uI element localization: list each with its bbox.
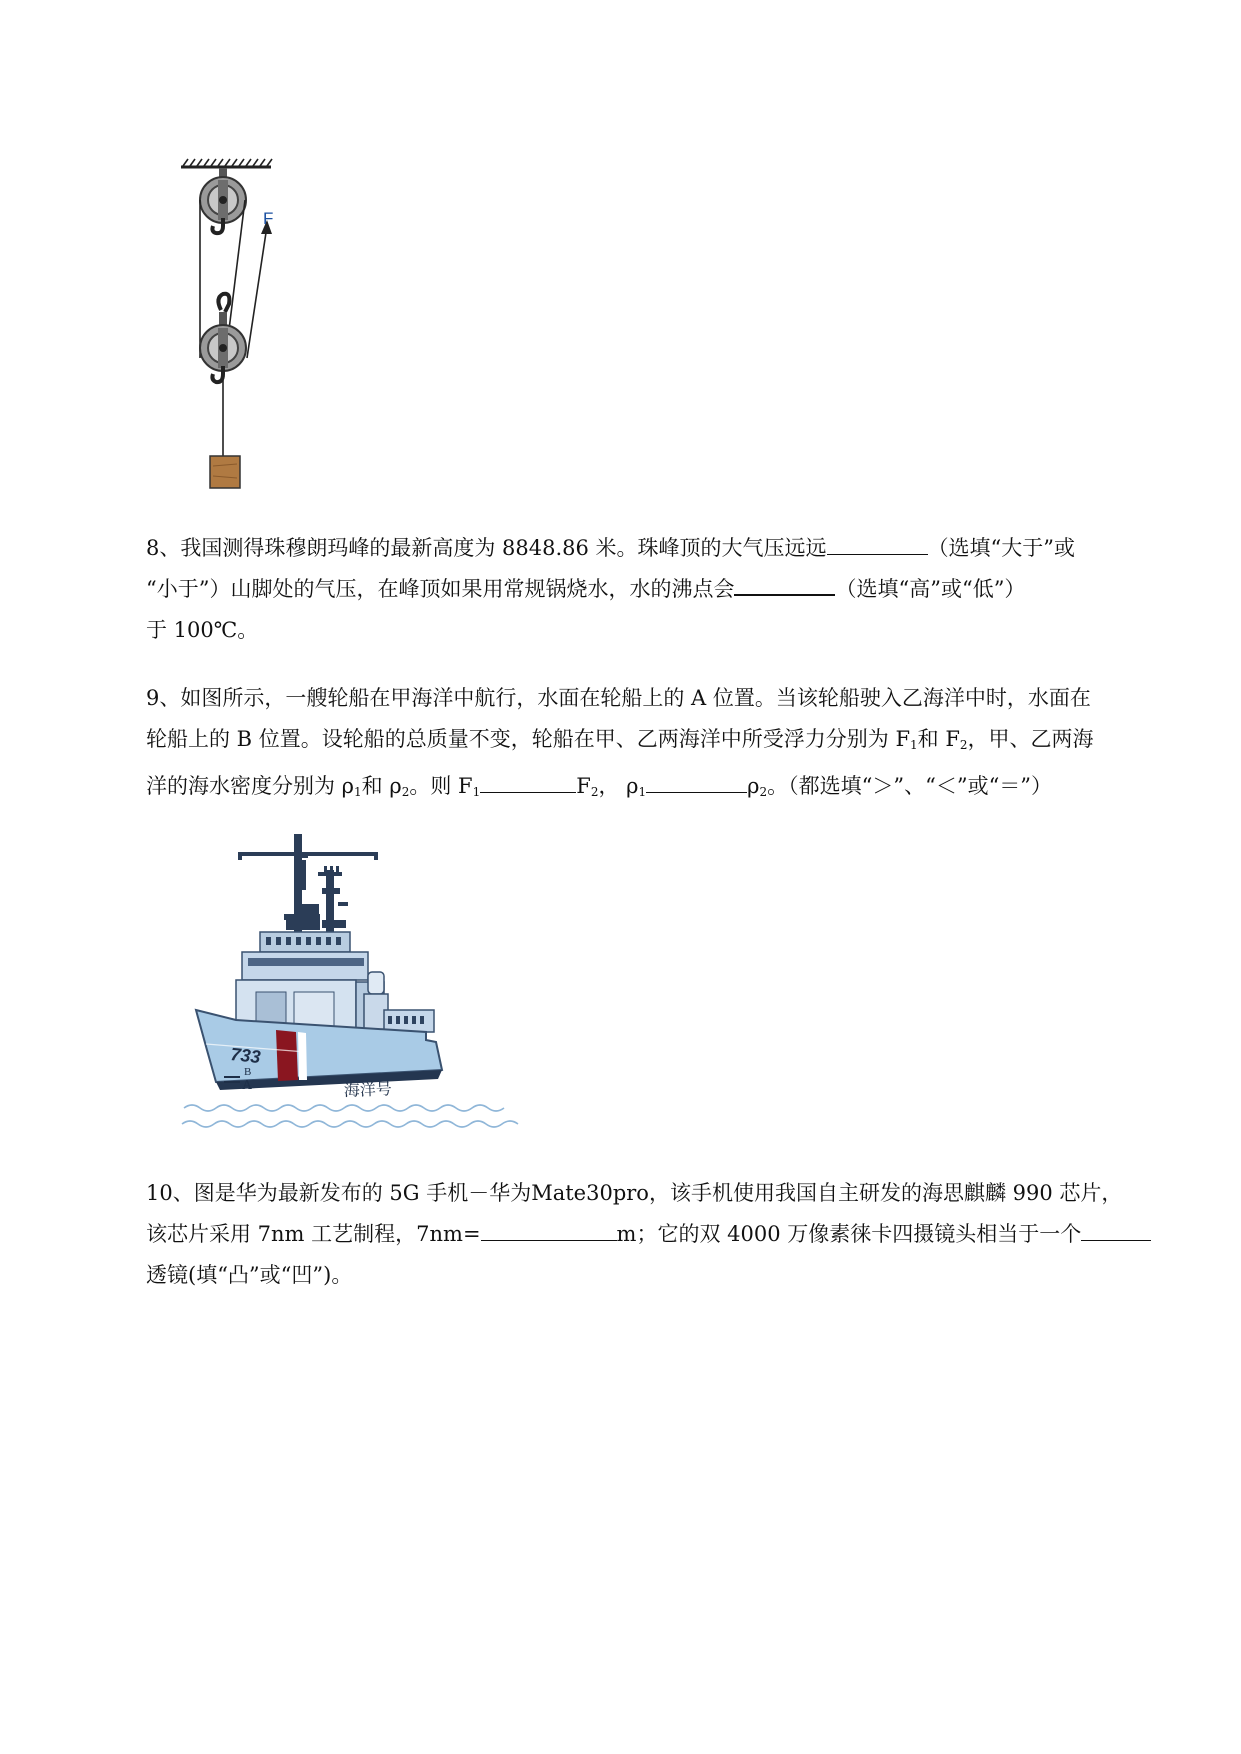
force-label: F bbox=[263, 209, 274, 228]
q8-line-2: “小于”）山脚处的气压，在峰顶如果用常规锅烧水，水的沸点会 （选填“高”或“低”） bbox=[146, 569, 1156, 610]
answer-blank[interactable] bbox=[481, 1218, 617, 1241]
q9-line-3: 洋的海水密度分别为 $\rho_1$和 $\rho_2$。则 $F_1$ $F_2$， $\rho_1$ $\rho_2$。（都选填“＞”、“＜”或“＝”） bbox=[146, 766, 1156, 813]
answer-blank[interactable] bbox=[827, 532, 928, 555]
water-waves bbox=[182, 1105, 518, 1127]
weight-block bbox=[210, 456, 240, 488]
answer-blank[interactable] bbox=[1081, 1218, 1151, 1241]
question-8 bbox=[146, 528, 1156, 651]
waterline-label-a: A bbox=[242, 1078, 253, 1093]
ship-name: 海洋号 bbox=[343, 1079, 393, 1100]
ceiling-support bbox=[181, 159, 272, 167]
question-10 bbox=[146, 1173, 1156, 1296]
movable-pulley bbox=[200, 294, 246, 382]
question-9 bbox=[146, 678, 1156, 813]
answer-blank[interactable] bbox=[646, 770, 747, 793]
q10-line-3: 透镜(填“凸”或“凹”)。 bbox=[146, 1263, 353, 1287]
q8-line-1: 8、我国测得珠穆朗玛峰的最新高度为 8848.86 米。珠峰顶的大气压远远 （选填“大于”或 bbox=[146, 528, 1156, 569]
q8-line-3: 于 100℃。 bbox=[146, 618, 259, 642]
q9-line-2: 轮船上的 B 位置。设轮船的总质量不变，轮船在甲、乙两海洋中所受浮力分别为 $F_1$和 $F_2$，甲、乙两海 bbox=[146, 727, 1094, 752]
pulley-diagram bbox=[175, 158, 295, 498]
waterline-label-b: B bbox=[244, 1066, 252, 1078]
q10-line-2: 该芯片采用 7nm 工艺制程，7nm= m；它的双 4000 万像素徕卡四摄镜头相当于一个 bbox=[146, 1214, 1156, 1255]
fixed-pulley bbox=[200, 168, 246, 233]
q9-line-1: 9、如图所示，一艘轮船在甲海洋中航行，水面在轮船上的 A 位置。当该轮船驶入乙海洋中时，水面在 bbox=[146, 686, 1091, 710]
hull-number: 733 bbox=[229, 1044, 262, 1068]
ship-superstructure bbox=[236, 932, 434, 1032]
answer-blank[interactable] bbox=[480, 770, 576, 793]
q10-line-1: 10、图是华为最新发布的 5G 手机－华为Mate30pro，该手机使用我国自主研发的海思麒麟 990 芯片， bbox=[146, 1181, 1123, 1205]
answer-blank[interactable] bbox=[734, 572, 835, 596]
ship-illustration bbox=[176, 832, 526, 1132]
